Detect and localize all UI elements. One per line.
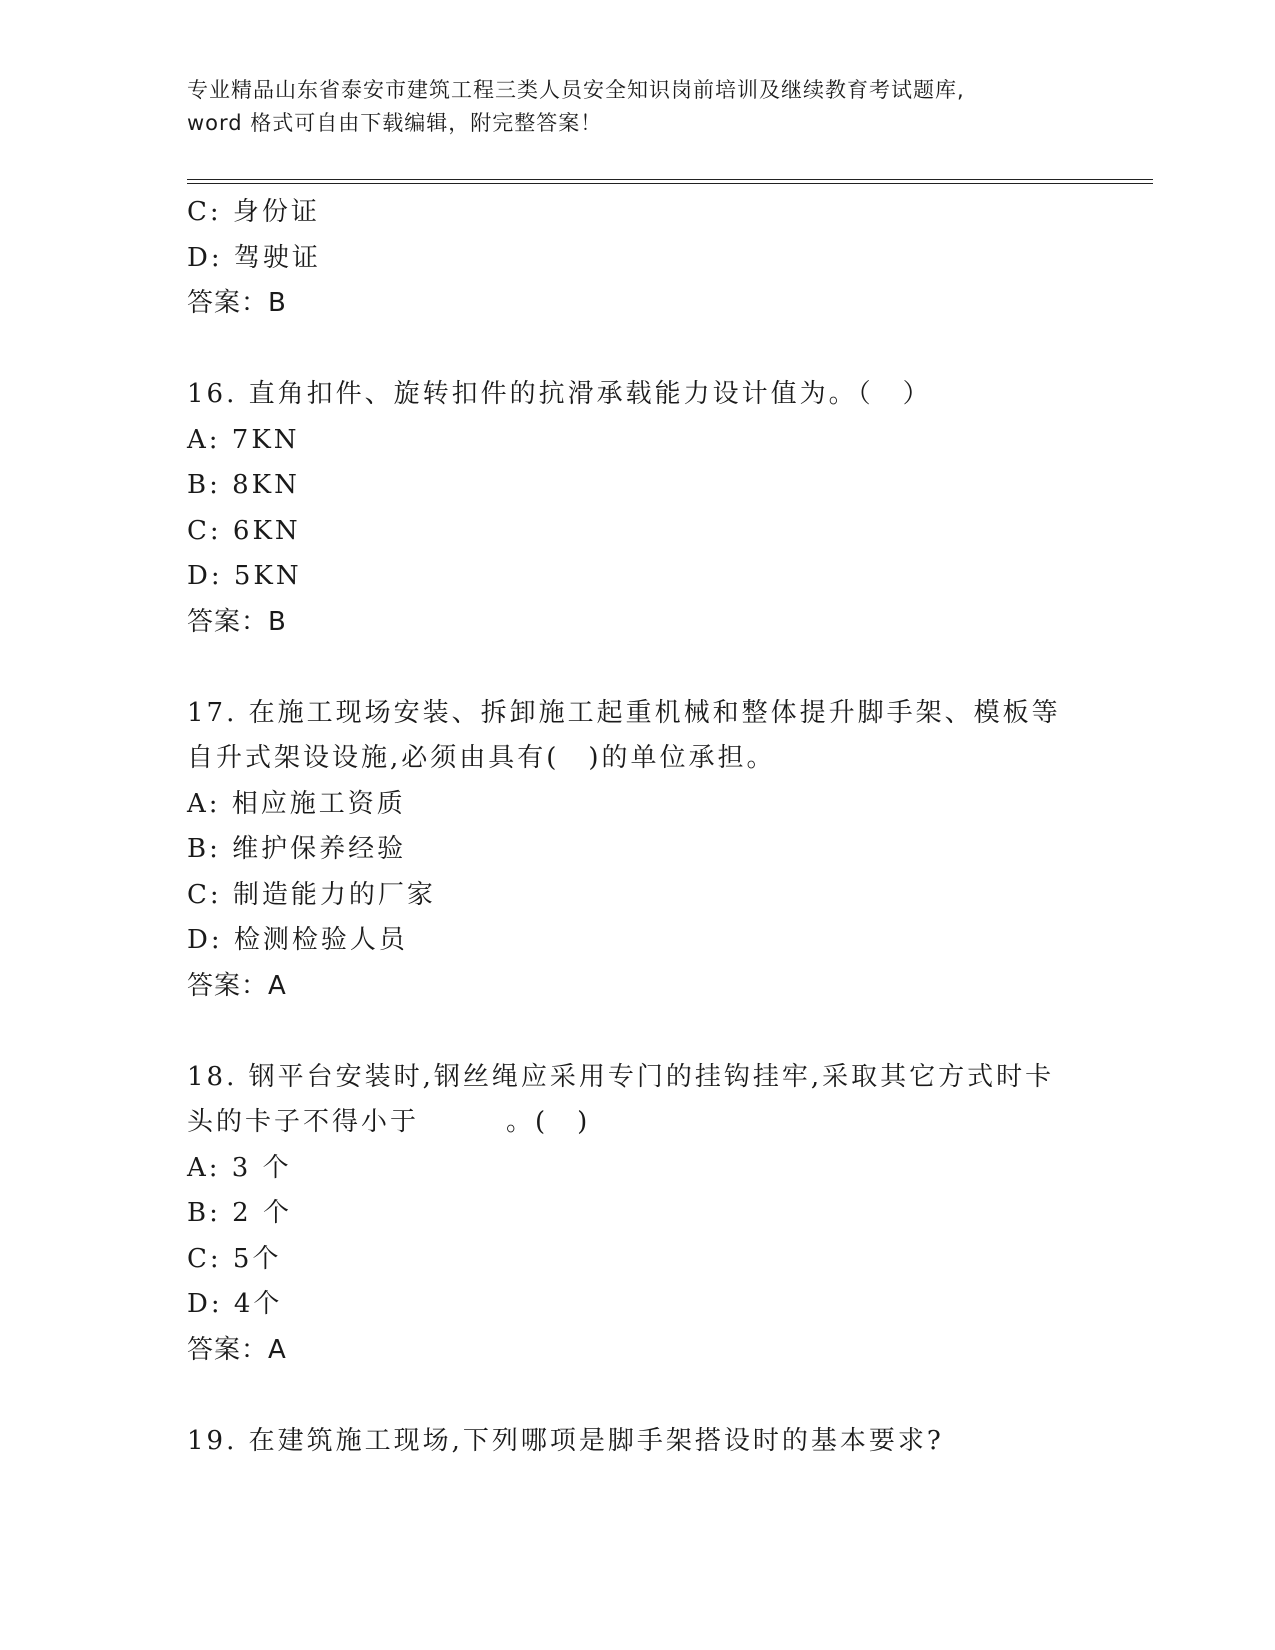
question-19: [187, 1419, 1067, 1465]
question-text: [187, 691, 1067, 782]
spacer: [187, 1373, 1067, 1419]
header-line-2: word 格式可自由下载编辑，附完整答案！: [187, 111, 603, 135]
option-d: D: 5KN: [187, 561, 302, 591]
option-b: B: 8KN: [187, 470, 300, 500]
question-line: 18. 钢平台安装时,钢丝绳应采用专门的挂钩挂牢,采取其它方式时卡: [187, 1061, 1055, 1092]
spacer: [187, 645, 1067, 691]
option-a: A: 3 个: [187, 1152, 292, 1183]
question-15-tail: [187, 190, 1067, 327]
question-line: 头的卡子不得小于 。( ): [187, 1107, 591, 1137]
option-b: B: 维护保养经验: [187, 834, 407, 864]
answer: 答案：A: [187, 970, 287, 1001]
answer: 答案：B: [187, 606, 287, 637]
question-text: [187, 1419, 1067, 1465]
question-list: [187, 190, 1067, 1464]
option-d: D: 驾驶证: [187, 242, 321, 273]
option-d: D: 检测检验人员: [187, 925, 408, 955]
question-17: [187, 691, 1067, 1010]
question-line: 19. 在建筑施工现场,下列哪项是脚手架搭设时的基本要求?: [187, 1425, 944, 1456]
option-b: B: 2 个: [187, 1198, 292, 1228]
option-a: A: 7KN: [187, 424, 300, 455]
header-divider-top: [187, 179, 1153, 180]
answer: 答案：B: [187, 288, 287, 318]
question-line: 16. 直角扣件、旋转扣件的抗滑承载能力设计值为。（ ）: [187, 379, 932, 409]
header-line-1: 专业精品山东省泰安市建筑工程三类人员安全知识岗前培训及继续教育考试题库,: [187, 78, 965, 102]
spacer: [187, 1009, 1067, 1055]
question-16: [187, 372, 1067, 645]
question-line: 自升式架设设施,必须由具有( )的单位承担。: [187, 743, 776, 773]
option-c: C: 5个: [187, 1243, 282, 1274]
option-a: A: 相应施工资质: [187, 788, 406, 819]
header-divider-bottom: [187, 183, 1153, 184]
answer: 答案：A: [187, 1334, 287, 1365]
document-header: [187, 74, 1087, 140]
option-c: C: 6KN: [187, 515, 301, 546]
question-text: [187, 372, 1067, 418]
spacer: [187, 327, 1067, 373]
question-line: 17. 在施工现场安装、拆卸施工起重机械和整体提升脚手架、模板等: [187, 697, 1061, 728]
question-text: [187, 1055, 1067, 1146]
question-18: [187, 1055, 1067, 1374]
option-c: C: 身份证: [187, 197, 320, 227]
option-c: C: 制造能力的厂家: [187, 879, 436, 910]
option-d: D: 4个: [187, 1289, 283, 1319]
